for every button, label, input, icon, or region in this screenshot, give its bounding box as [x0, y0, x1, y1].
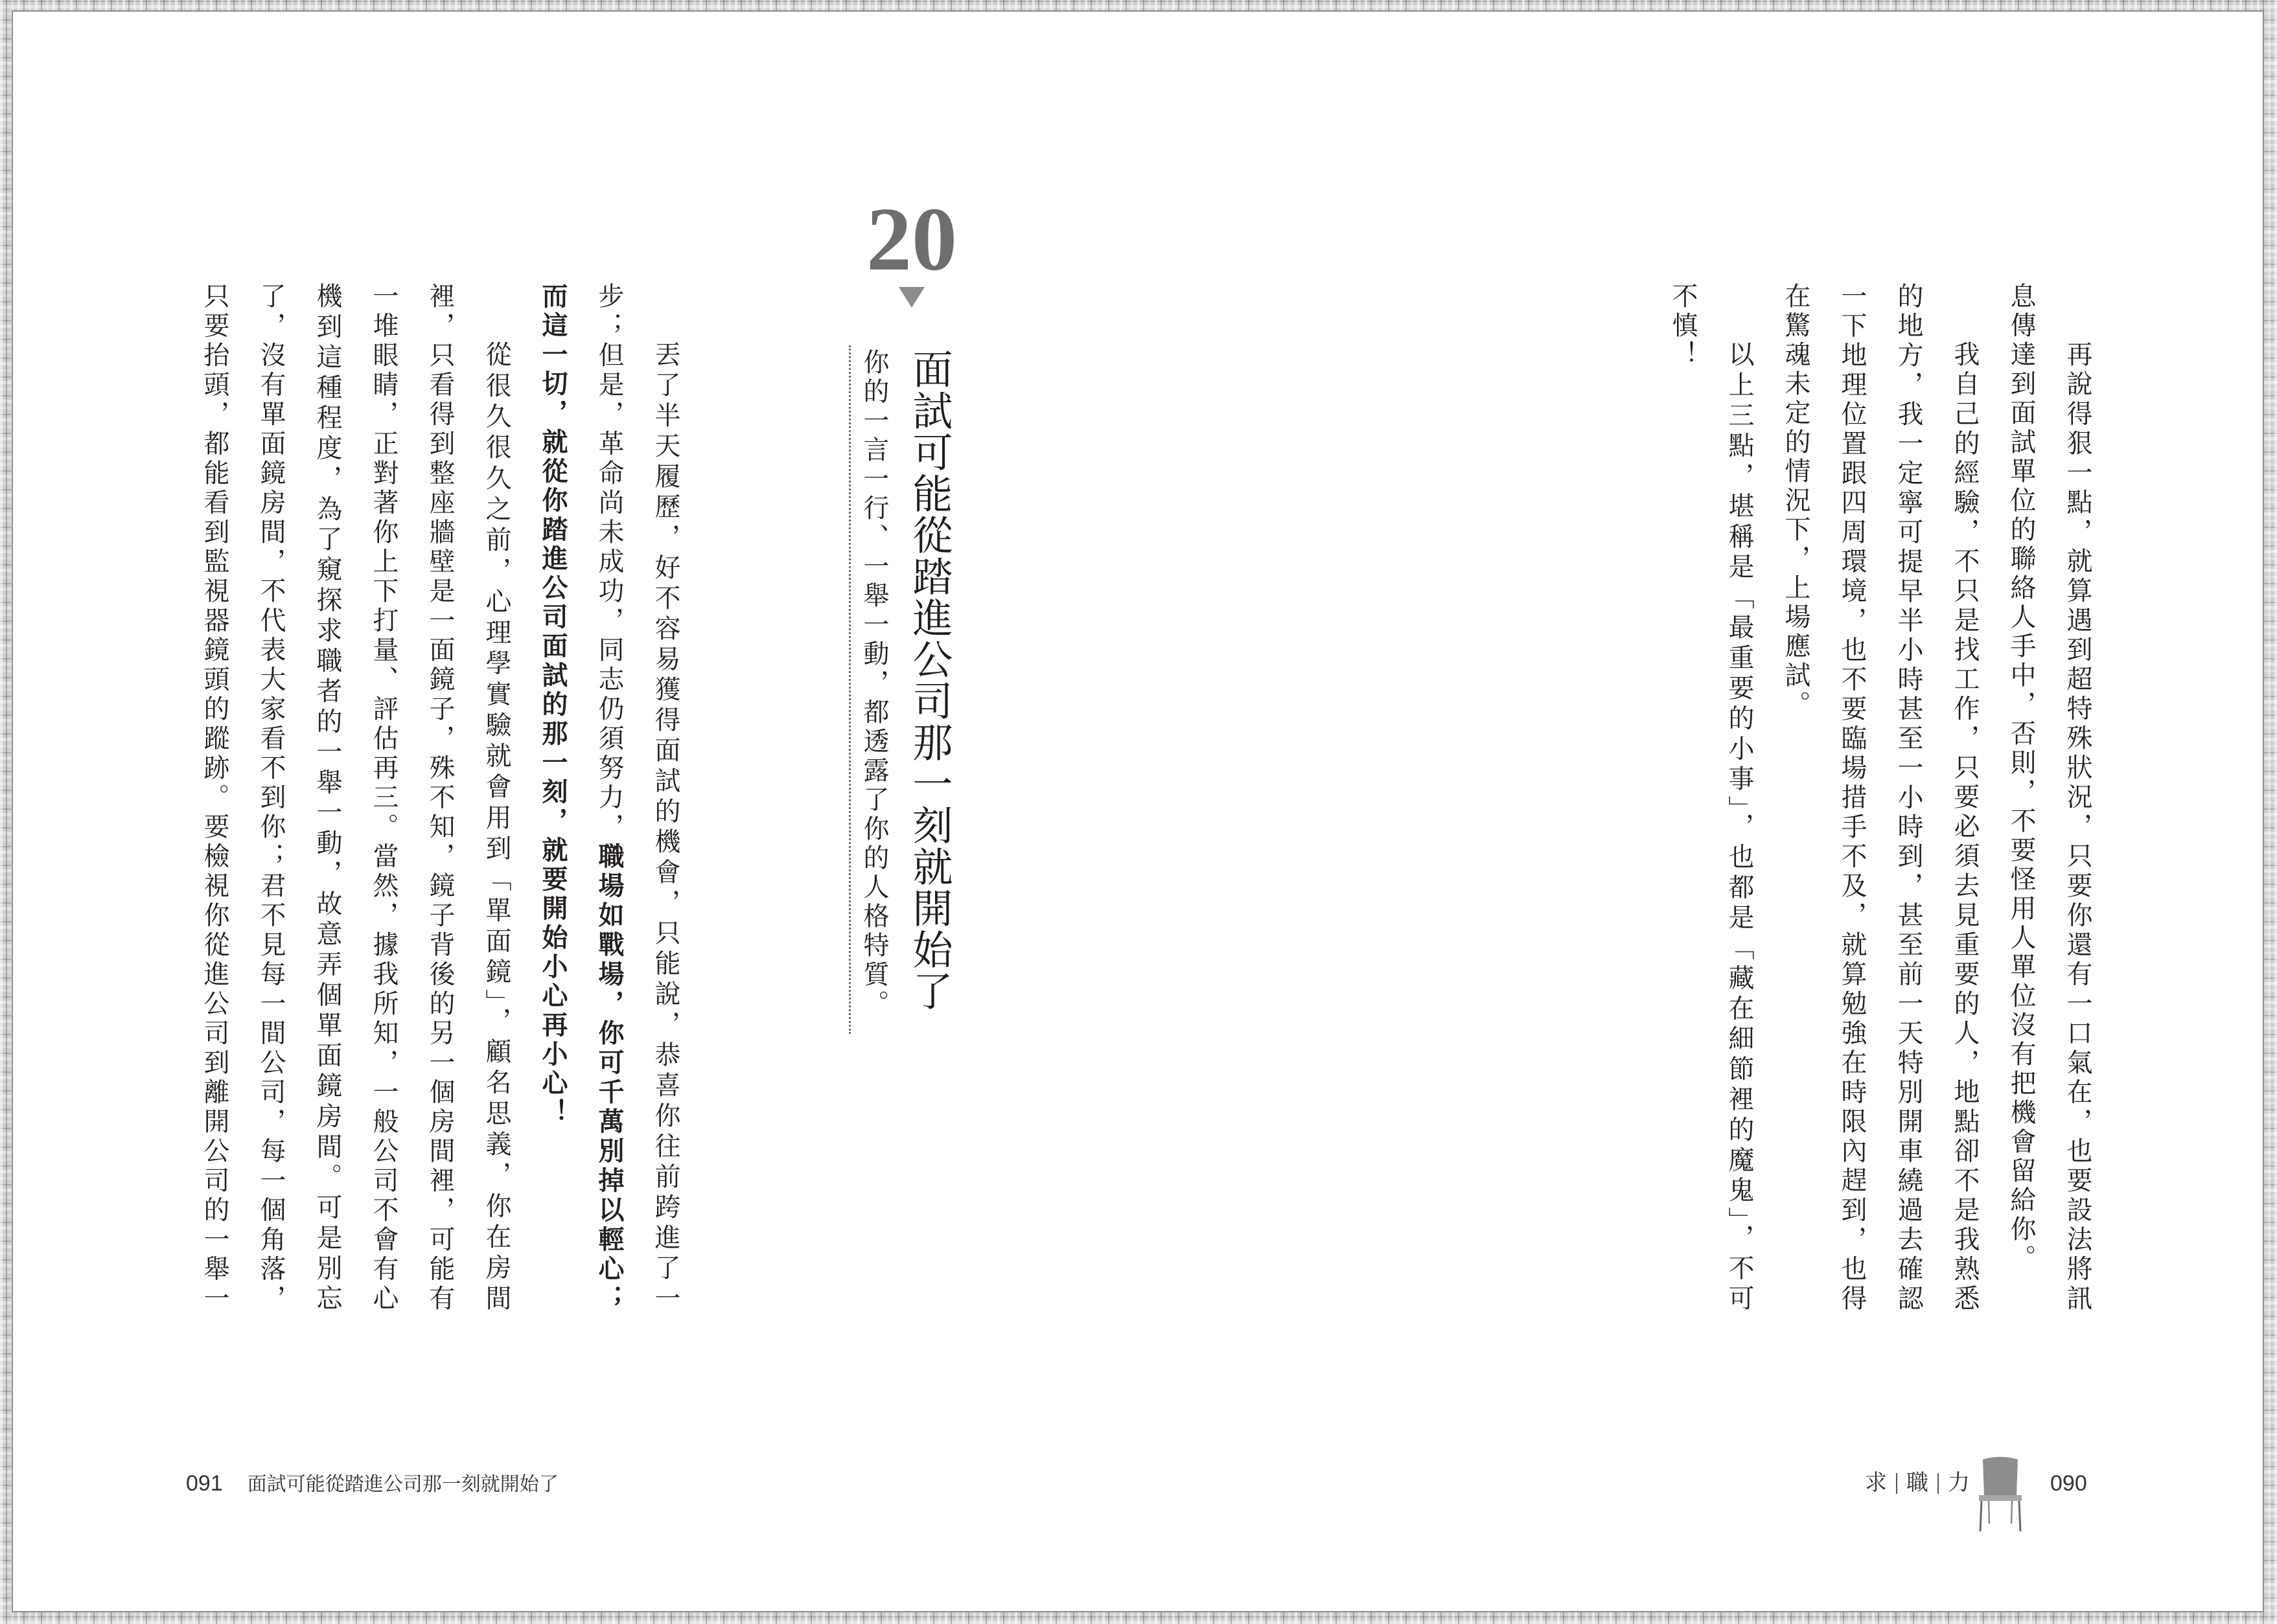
text-line: 從很久很久之前，心理學實驗就會用到「單面鏡」，顧名思義，你在房間	[481, 341, 511, 1314]
text-line	[524, 282, 581, 1314]
left-page	[13, 12, 1138, 1611]
text-line: 只要抬頭，都能看到監視器鏡頭的蹤跡。要檢視你從進公司到離開公司的一舉一	[200, 282, 229, 1314]
text-line: 不慎！	[1668, 282, 1698, 370]
text-line: 再說得狠一點，就算遇到超特殊狀況，只要你還有一口氣在，也要設法將訊	[2063, 341, 2092, 1314]
book-title-char: 職	[1906, 1471, 1928, 1495]
text-line: 裡，只看得到整座牆壁是一面鏡子，殊不知，鏡子背後的另一個房間裡，可能有	[425, 282, 455, 1314]
running-head: 面試可能從踏進公司那一刻就開始了	[247, 1473, 559, 1496]
chair-leg	[2019, 1501, 2020, 1531]
text-line: 在驚魂未定的情況下，上場應試。	[1781, 282, 1810, 720]
left-page-body	[186, 282, 693, 1314]
text-line: 息傳達到面試單位的聯絡人手中，否則，不要怪用人單位沒有把機會留給你。	[2006, 282, 2036, 1274]
left-page-footer	[186, 1470, 559, 1496]
chair-seat	[1979, 1495, 2022, 1501]
right-page	[1138, 12, 2263, 1611]
chair-leg	[2011, 1501, 2012, 1524]
text-line: 了，沒有單面鏡房間，不代表大家看不到你；君不見每一間公司，每一個角落，	[256, 282, 286, 1314]
triangle-down-icon	[899, 287, 925, 308]
title-separator	[1937, 1473, 1939, 1494]
book-title	[1865, 1470, 1970, 1496]
text-line: 一下地理位置跟四周環境，也不要臨場措手不及，就算勉強在時限內趕到，也得	[1837, 282, 1867, 1314]
text-line: 一堆眼睛，正對著你上下打量、評估再三。當然，據我所知，一般公司不會有心	[369, 282, 399, 1314]
book-title-char: 力	[1948, 1471, 1970, 1495]
text-line: 丟了半天履歷，好不容易獲得面試的機會，只能說，恭喜你往前跨進了一	[651, 341, 680, 1314]
chapter-subtitle: 你的一言一行、一舉一動，都透露了你的人格特質。	[859, 349, 889, 1019]
chair-leg	[1980, 1501, 1982, 1531]
text-line: 的地方，我一定寧可提早半小時甚至一小時到，甚至前一天特別開車繞過去確認	[1893, 282, 1923, 1314]
book-title-char: 求	[1865, 1471, 1887, 1495]
right-page-body	[1654, 282, 2105, 1314]
title-separator	[1896, 1473, 1897, 1494]
chapter-title: 面試可能從踏進公司那一刻就開始了	[906, 349, 953, 1012]
chair-icon	[1978, 1456, 2023, 1533]
text-line: 以上三點，堪稱是「最重要的小事」，也都是「藏在細節裡的魔鬼」，不可	[1724, 341, 1754, 1314]
text-line	[581, 282, 637, 1314]
page-number: 090	[2050, 1471, 2087, 1496]
text-segment: 步；但是，革命尚未成功，同志仍須努力，	[594, 282, 624, 843]
emphasized-text: 職場如戰場，你可千萬別掉以輕心；	[594, 842, 624, 1314]
page-number: 091	[186, 1471, 223, 1496]
text-line: 我自己的經驗，不只是找工作，只要必須去見重要的人，地點卻不是我熟悉	[1950, 341, 1980, 1314]
emphasized-text: 而這一切，就從你踏進公司面試的那一刻，就要開始小心再小心！	[538, 282, 568, 1128]
chapter-number: 20	[866, 189, 957, 290]
chapter-divider	[849, 345, 851, 1034]
text-line: 機到這種程度，為了窺探求職者的一舉一動，故意弄個單面鏡房間。可是別忘	[312, 282, 342, 1314]
chair-back	[1983, 1457, 2018, 1495]
